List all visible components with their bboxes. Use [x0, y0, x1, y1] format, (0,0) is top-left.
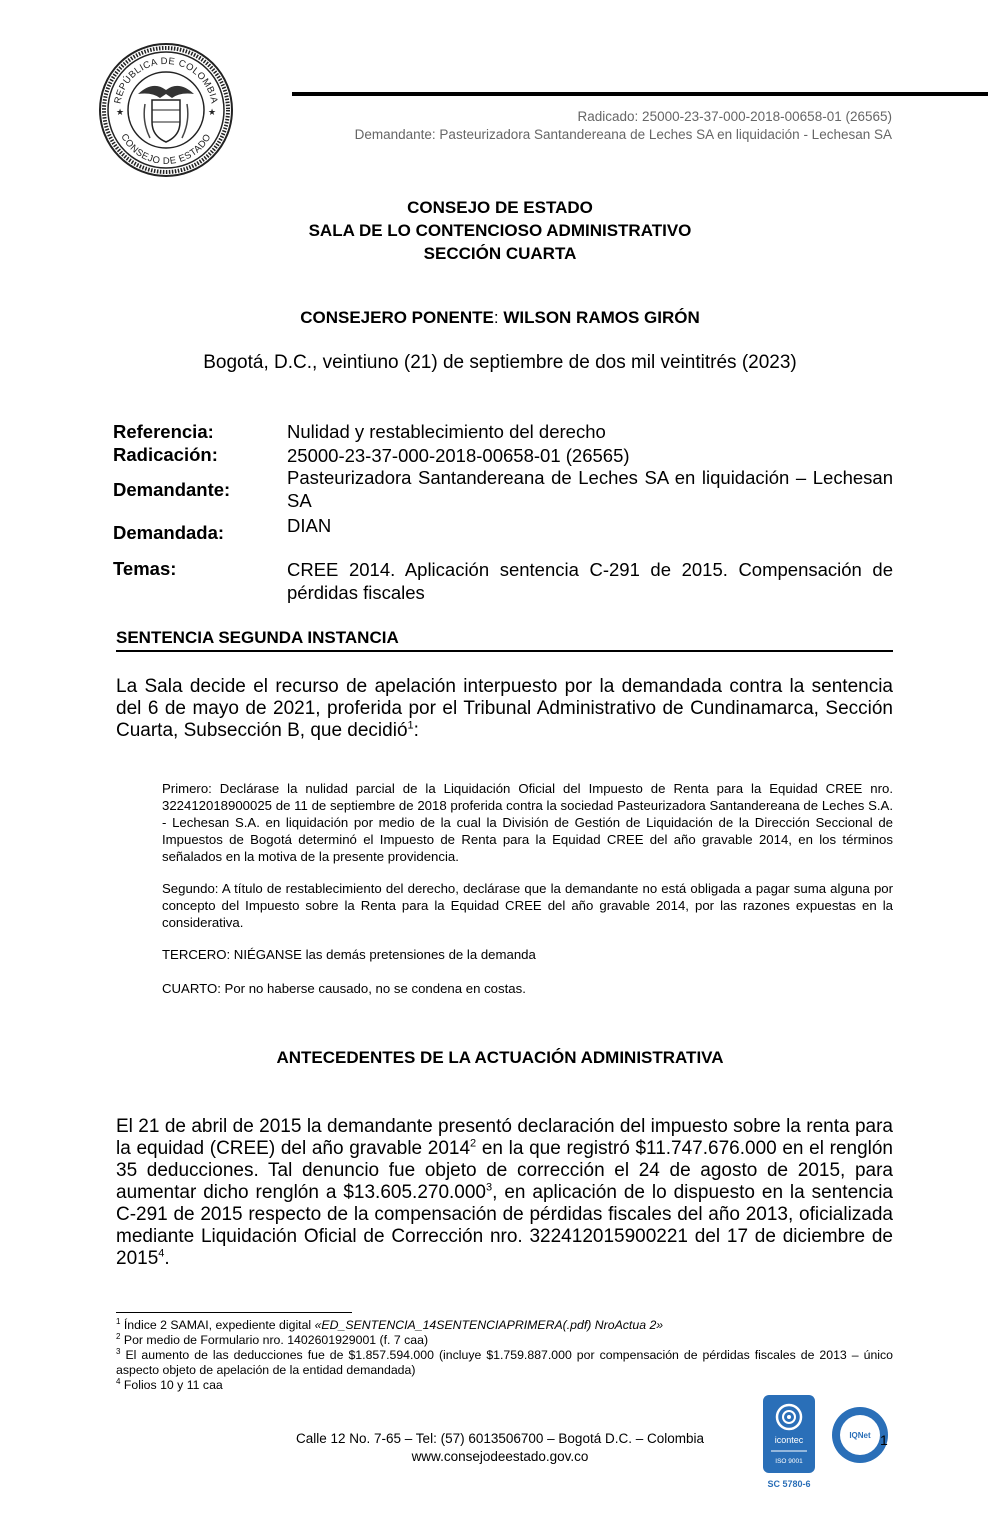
footnote-number: 1: [116, 1316, 121, 1326]
quote-paragraph: CUARTO: Por no haberse causado, no se condena en costas.: [162, 981, 526, 996]
svg-text:★: ★: [208, 107, 217, 117]
footnote: [116, 1333, 893, 1348]
consejero-ponente: [0, 308, 1000, 328]
svg-text:CONSEJO DE ESTADO: CONSEJO DE ESTADO: [118, 131, 214, 168]
footer-website[interactable]: www.consejodeestado.gov.co: [411, 1449, 589, 1464]
svg-text:IQNet: IQNet: [849, 1431, 871, 1440]
ponente-name: WILSON RAMOS GIRÓN: [503, 308, 700, 327]
document-date: Bogotá, D.C., veintiuno (21) de septiembre de dos mil veintitrés (2023): [203, 352, 797, 373]
intro-paragraph: [116, 676, 893, 742]
reference-label: Demandada:: [113, 522, 225, 543]
reference-row: [113, 420, 893, 444]
reference-label: Temas:: [113, 558, 177, 579]
antecedentes-paragraph: [116, 1116, 893, 1270]
reference-row: [113, 444, 893, 466]
page-footer: [250, 1430, 750, 1466]
reference-value: DIAN: [287, 515, 332, 536]
reference-value: Pasteurizadora Santandereana de Leches SA en liquidación – Lechesan SA: [287, 467, 893, 511]
reference-label: Radicación:: [113, 444, 218, 465]
intro-text: La Sala decide el recurso de apelación interpuesto por la demandada contra la sentencia del 6 de mayo de 2021, proferida por el Tribunal Administrativo de Cundinamarca, Sección Cuarta, Subsección B, que decidió: [116, 676, 893, 741]
header-radicado: Radicado: 25000-23-37-000-2018-00658-01 (26565): [577, 109, 892, 124]
reference-label: Referencia:: [113, 421, 214, 442]
quoted-resolution: [162, 780, 893, 997]
antecedentes-heading: ANTECEDENTES DE LA ACTUACIÓN ADMINISTRATIVA: [276, 1048, 724, 1067]
footnote: [116, 1348, 893, 1378]
icontec-certification-logo: [761, 1393, 821, 1493]
reference-label: Demandante:: [113, 479, 231, 500]
footnote: [116, 1378, 893, 1393]
quote-paragraph: Segundo: A título de restablecimiento del derecho, declárase que la demandante no está obligada a pagar suma alguna por concepto del Impuesto sobre la Renta para la Equidad CREE del año gravable 2014, por las razones expuestas en la considerativa.: [162, 881, 893, 930]
intro-end: :: [413, 720, 419, 741]
antecedentes-text: en la que registró $11.747.676.000 en el renglón 35 deducciones. Tal denuncio fue objeto de corrección el 24 de agosto de 2015, para aumentar dicho renglón a $13.605.270.000: [116, 1138, 893, 1203]
court-title: [0, 196, 1000, 265]
antecedentes-text: .: [164, 1248, 170, 1269]
ponente-label: CONSEJERO PONENTE: [300, 308, 494, 327]
header-rule: [292, 92, 988, 96]
footnote-ref[interactable]: 4: [158, 1247, 165, 1260]
reference-row: [113, 466, 893, 514]
reference-value: Nulidad y restablecimiento del derecho: [287, 421, 606, 442]
footnote-number: 4: [116, 1376, 121, 1386]
consejo-de-estado-seal: [98, 42, 234, 178]
header-demandante: Demandante: Pasteurizadora Santandereana de Leches SA en liquidación - Lechesan SA: [354, 127, 892, 142]
footnote-number: 3: [116, 1346, 121, 1356]
footnote-text: El aumento de las deducciones fue de $1.857.594.000 (incluye $1.759.887.000 por compensación de pérdidas fiscales de 2013 – único aspecto objeto de apelación de la entidad demandada): [116, 1348, 893, 1377]
footnote-text: Por medio de Formulario nro. 1402601929001 (f. 7 caa): [120, 1333, 429, 1347]
reference-table: [113, 420, 893, 606]
svg-text:REPÚBLICA DE COLOMBIA: REPÚBLICA DE COLOMBIA: [112, 55, 220, 105]
reference-row: [113, 514, 893, 558]
footnotes: [116, 1318, 893, 1393]
quote-paragraph: TERCERO: NIÉGANSE las demás pretensiones de la demanda: [162, 947, 536, 962]
court-title-line2: SALA DE LO CONTENCIOSO ADMINISTRATIVO: [308, 221, 692, 240]
reference-value: CREE 2014. Aplicación sentencia C-291 de 2015. Compensación de pérdidas fiscales: [287, 559, 893, 603]
footnote-italic: «ED_SENTENCIA_14SENTENCIAPRIMERA(.pdf) NroActua 2»: [314, 1318, 664, 1332]
quote-paragraph: Primero: Declárase la nulidad parcial de la Liquidación Oficial del Impuesto de Renta para la Equidad CREE nro. 322412018900025 de 11 de septiembre de 2018 proferida contra la sociedad Pasteurizadora Santandereana de Leches S.A. - Lechesan S.A. en liquidación por medio de la cual la División de Gestión de Liquidación de la Dirección Seccional de Impuestos de Bogotá determinó el Impuesto de Renta para la Equidad CREE del año gravable 2014, en los términos señalados en la motiva de la presente providencia.: [162, 781, 893, 864]
svg-text:icontec: icontec: [774, 1435, 804, 1445]
footnote-text: Folios 10 y 11 caa: [120, 1378, 223, 1392]
footer-address: Calle 12 No. 7-65 – Tel: (57) 6013506700 – Bogotá D.C. – Colombia: [295, 1431, 704, 1446]
reference-row: [113, 558, 893, 606]
footnote-text: Índice 2 SAMAI, expediente digital: [120, 1318, 315, 1332]
footnote-rule: [116, 1312, 352, 1313]
reference-value: 25000-23-37-000-2018-00658-01 (26565): [287, 445, 630, 466]
ponente-separator: :: [493, 308, 499, 327]
svg-text:SC 5780-6: SC 5780-6: [767, 1479, 811, 1489]
sentencia-heading: SENTENCIA SEGUNDA INSTANCIA: [116, 628, 893, 652]
svg-text:ISO 9001: ISO 9001: [775, 1458, 803, 1465]
antecedentes-text: El 21 de abril de 2015 la demandante presentó declaración del impuesto sobre la renta para la equidad (CREE) del año gravable 2014: [116, 1116, 893, 1159]
footnote-ref[interactable]: 1: [407, 719, 414, 732]
footnote-ref[interactable]: 3: [486, 1181, 493, 1194]
court-title-line3: SECCIÓN CUARTA: [423, 244, 577, 263]
footnote-number: 2: [116, 1331, 121, 1341]
court-title-line1: CONSEJO DE ESTADO: [407, 198, 593, 217]
footnote-ref[interactable]: 2: [470, 1137, 477, 1150]
antecedentes-text: , en aplicación de lo dispuesto en la sentencia C-291 de 2015 respecto de la compensación de pérdidas fiscales del año 2013, oficializada mediante Liquidación Oficial de Corrección nro. 322412015900221 del 17 de diciembre de 2015: [116, 1182, 893, 1269]
header-metadata: [355, 108, 892, 144]
footnote: [116, 1318, 893, 1333]
svg-text:★: ★: [116, 107, 125, 117]
page-number: 1: [880, 1432, 888, 1448]
